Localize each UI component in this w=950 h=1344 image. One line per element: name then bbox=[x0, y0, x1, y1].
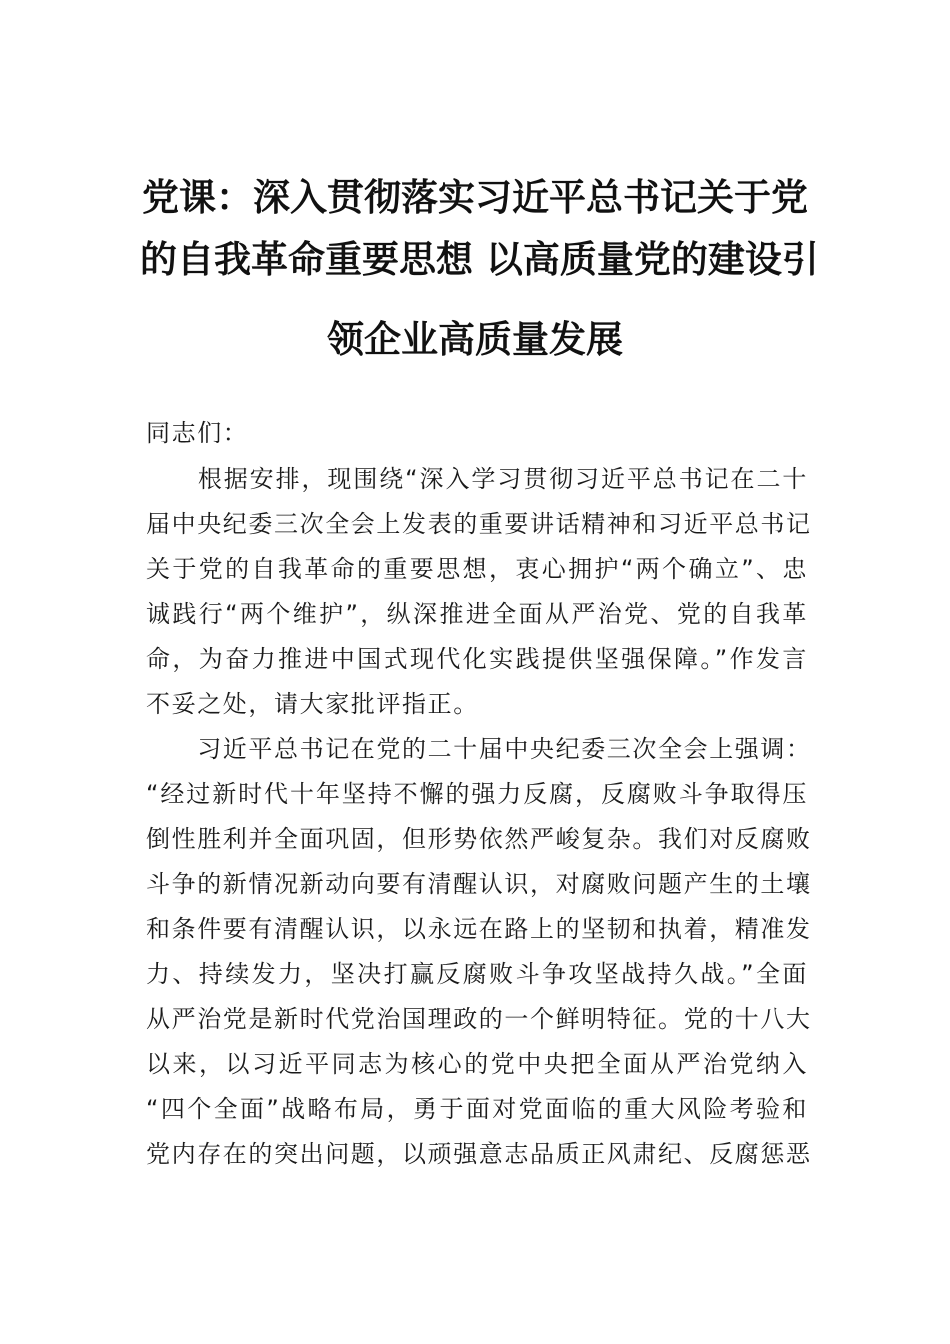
body-line: 命，为奋力推进中国式现代化实践提供坚强保障。”作发言 bbox=[146, 645, 808, 673]
body-line: 关于党的自我革命的重要思想，衷心拥护“两个确立”、忠 bbox=[146, 555, 808, 583]
body-line: 党内存在的突出问题，以顽强意志品质正风肃纪、反腐惩恶 bbox=[146, 1140, 812, 1168]
body-line: 斗争的新情况新动向要有清醒认识，对腐败问题产生的土壤 bbox=[146, 870, 812, 898]
body-line: 力、持续发力，坚决打赢反腐败斗争攻坚战持久战。”全面 bbox=[146, 960, 808, 988]
body-line: 和条件要有清醒认识，以永远在路上的坚韧和执着，精准发 bbox=[146, 915, 812, 943]
title-line-2: 的自我革命重要思想 以高质量党的建设引 bbox=[140, 237, 819, 281]
body-line: 从严治党是新时代党治国理政的一个鲜明特征。党的十八大 bbox=[146, 1005, 812, 1033]
body-line: 倒性胜利并全面巩固，但形势依然严峻复杂。我们对反腐败 bbox=[146, 825, 812, 853]
body-line: “经过新时代十年坚持不懈的强力反腐，反腐败斗争取得压 bbox=[146, 780, 808, 808]
body-line: 根据安排，现围绕“深入学习贯彻习近平总书记在二十 bbox=[146, 465, 808, 493]
body-line: 届中央纪委三次全会上发表的重要讲话精神和习近平总书记 bbox=[146, 510, 812, 538]
title-line-3: 领企业高质量发展 bbox=[327, 317, 623, 361]
body-line: 不妥之处，请大家批评指正。 bbox=[146, 690, 479, 718]
body-line: 习近平总书记在党的二十届中央纪委三次全会上强调： bbox=[146, 735, 812, 763]
salutation: 同志们： bbox=[146, 419, 249, 447]
body-line: “四个全面”战略布局，勇于面对党面临的重大风险考验和 bbox=[146, 1095, 808, 1123]
body-line: 诚践行“两个维护”，纵深推进全面从严治党、党的自我革 bbox=[146, 600, 808, 628]
title-line-1: 党课：深入贯彻落实习近平总书记关于党 bbox=[142, 175, 808, 219]
body-line: 以来，以习近平同志为核心的党中央把全面从严治党纳入 bbox=[146, 1050, 808, 1078]
